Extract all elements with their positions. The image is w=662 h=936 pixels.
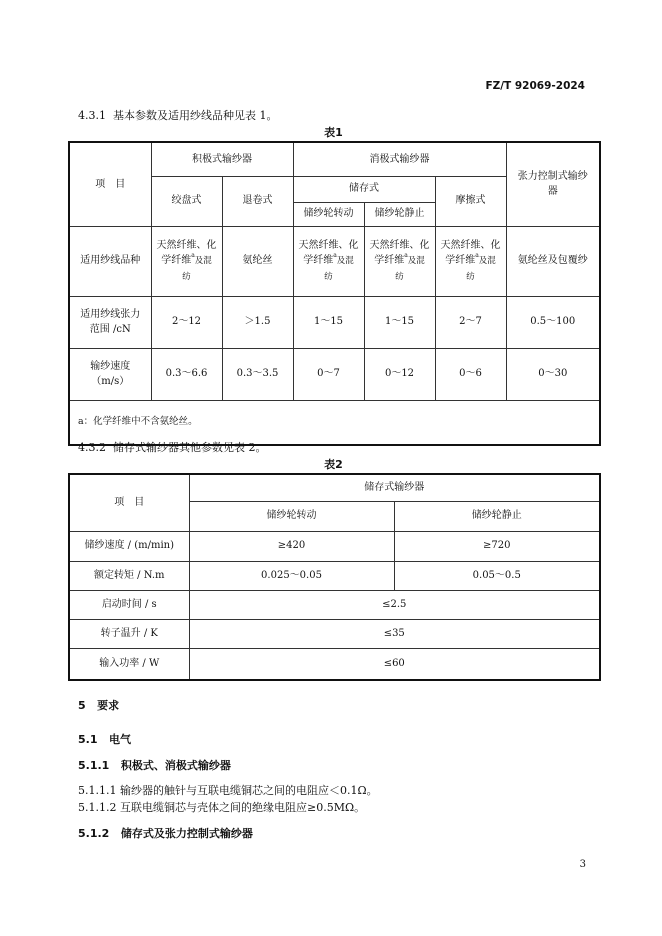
section-number: 4.3.1 [78,109,106,122]
t1-header-friction: 摩擦式 [435,176,506,226]
t1-speed-value: 0～7 [293,348,364,400]
section-text: 要求 [97,699,120,712]
t1-tension-value: ＞1.5 [222,296,293,348]
table2-caption: 表2 [324,458,343,471]
section-4-3-2 [78,439,267,455]
t1-tension-value: 0.5～100 [506,296,600,348]
section-number: 5.1 [78,733,98,746]
table1-caption: 表1 [324,126,343,139]
section-text: 积极式、消极式输纱器 [120,759,231,772]
t1-tension-value: 2～7 [435,296,506,348]
t1-yarn-friction: 天然纤维、化 学纤维$^a$及混 纺 [435,226,506,296]
standard-number: FZ/T 92069-2024 [485,80,585,92]
t1-speed-value: 0.3～3.5 [222,348,293,400]
section-number: 5 [78,699,86,712]
t2-row-label: 储纱速度 / (m/min) [69,531,189,561]
t1-speed-value: 0.3～6.6 [151,348,222,400]
t1-header-negative: 消极式输纱器 [293,142,506,176]
t1-header-storage: 储存式 [293,176,435,202]
t1-header-unwind: 退卷式 [222,176,293,226]
t1-header-disc: 绞盘式 [151,176,222,226]
t2-row-label: 启动时间 / s [69,590,189,619]
section-number: 5.1.2 [78,827,110,840]
t1-footnote: a：化学纤维中不含氨纶丝。 [69,400,600,445]
table1 [68,141,601,446]
section-text: 电气 [109,733,131,746]
t1-yarn-static: 天然纤维、化 学纤维$^a$及混 纺 [364,226,435,296]
t1-header-tension-text: 张力控制式输纱器 [517,170,588,198]
t2-row-label: 输入功率 / W [69,648,189,680]
t1-row-label-yarn: 适用纱线品种 [69,226,151,296]
t2-merged-value: ≤2.5 [189,590,600,619]
table2 [68,473,601,681]
page-number: 3 [579,859,586,870]
clause-5-1-1-1 [78,782,378,798]
t1-speed-value: 0～6 [435,348,506,400]
t2-static-value: ≥720 [394,531,600,561]
t2-header-rotate: 储纱轮转动 [189,501,394,531]
clause-text: 输纱器的触针与互联电缆铜芯之间的电阻应＜0.1Ω。 [119,784,378,797]
t1-row-label-speed: 输纱速度 （m/s） [69,348,151,400]
section-text: 储存式输纱器其他参数见表 2。 [113,441,267,454]
t2-row-label: 转子温升 / K [69,619,189,648]
t2-header-storage: 储存式输纱器 [189,474,600,501]
section-5 [78,697,119,713]
clause-number: 5.1.1.1 [78,784,117,797]
section-5-1 [78,731,131,747]
t1-header-tension-control [506,142,600,226]
t1-yarn-unwind: 氨纶丝 [222,226,293,296]
clause-5-1-1-2 [78,799,365,815]
t1-header-item: 项 目 [69,142,151,226]
t1-yarn-disc: 天然纤维、化 学纤维$^a$及混 纺 [151,226,222,296]
t1-tension-value: 2～12 [151,296,222,348]
section-number: 4.3.2 [78,441,106,454]
t2-row-label: 额定转矩 / N.m [69,561,189,590]
t1-speed-value: 0～12 [364,348,435,400]
clause-text: 互联电缆铜芯与壳体之间的绝缘电阻应≥0.5MΩ。 [119,801,366,814]
t2-merged-value: ≤60 [189,648,600,680]
section-4-3-1 [78,107,278,123]
t1-tension-value: 1～15 [364,296,435,348]
section-text: 基本参数及适用纱线品种见表 1。 [113,109,278,122]
section-5-1-2 [78,825,253,841]
t1-speed-value: 0～30 [506,348,600,400]
t2-header-static: 储纱轮静止 [394,501,600,531]
t1-header-positive: 积极式输纱器 [151,142,293,176]
t1-header-static: 储纱轮静止 [364,202,435,226]
t2-static-value: 0.05～0.5 [394,561,600,590]
t1-header-rotate: 储纱轮转动 [293,202,364,226]
t1-tension-value: 1～15 [293,296,364,348]
section-number: 5.1.1 [78,759,110,772]
t2-rotate-value: ≥420 [189,531,394,561]
section-text: 储存式及张力控制式输纱器 [120,827,253,840]
section-5-1-1 [78,757,231,773]
t1-yarn-tension: 氨纶丝及包覆纱 [506,226,600,296]
t1-yarn-rotate: 天然纤维、化 学纤维$^a$及混 纺 [293,226,364,296]
clause-number: 5.1.1.2 [78,801,117,814]
t2-rotate-value: 0.025～0.05 [189,561,394,590]
t1-row-label-tension: 适用纱线张力 范围 /cN [69,296,151,348]
t2-header-item: 项 目 [69,474,189,531]
t2-merged-value: ≤35 [189,619,600,648]
